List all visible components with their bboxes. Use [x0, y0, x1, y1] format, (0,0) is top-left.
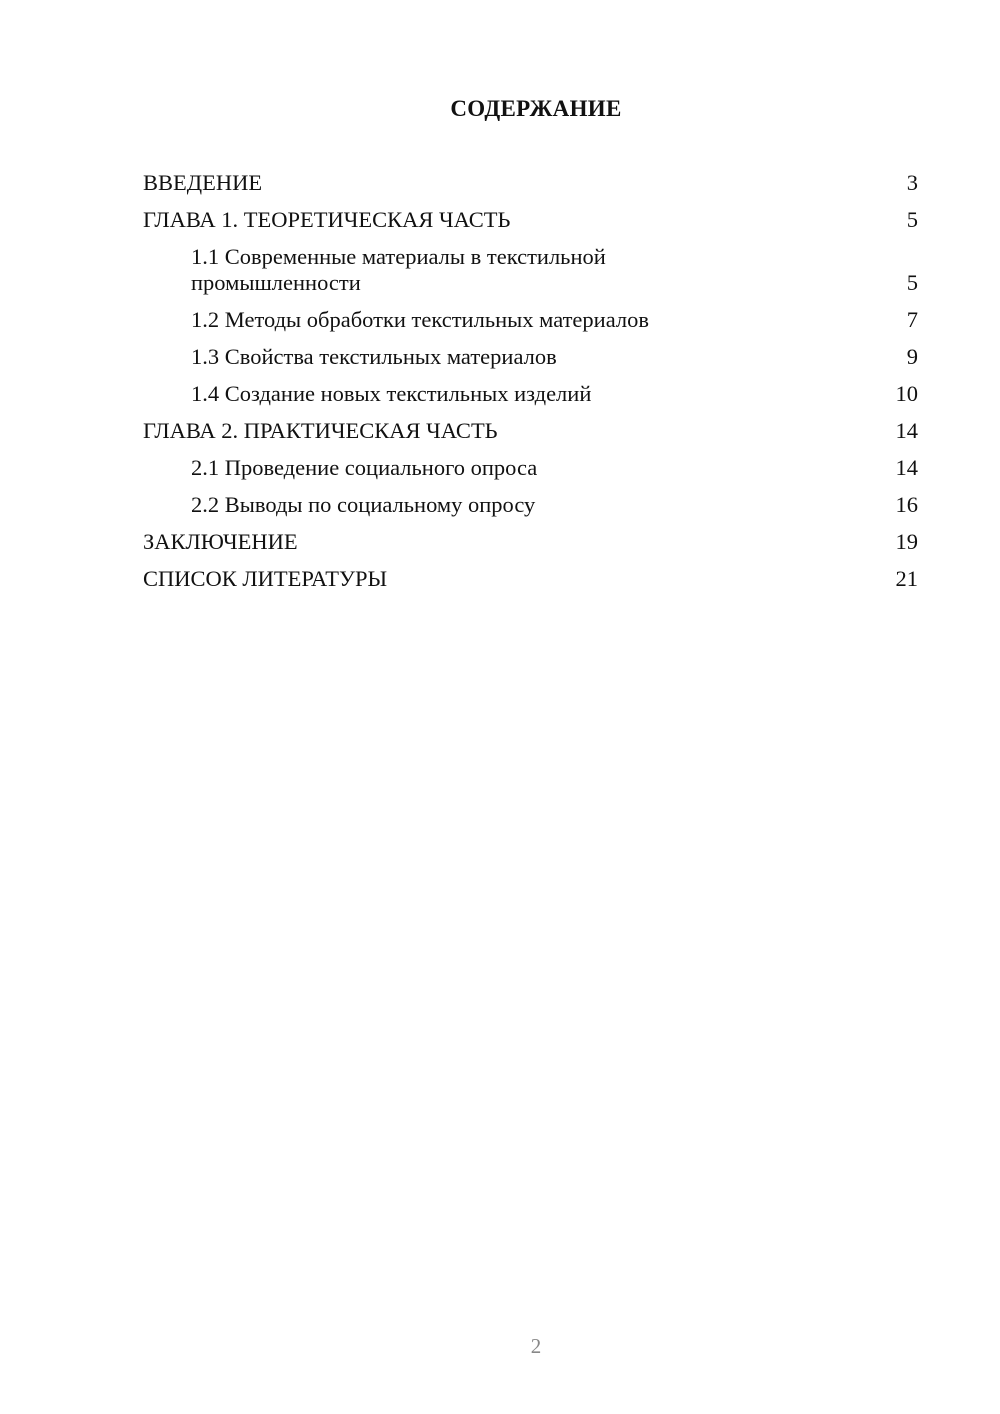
toc-entry-page: 10 [895, 381, 918, 406]
toc-entry-text: 1.2 Методы обработки текстильных материалов [191, 307, 649, 332]
toc-entry-page: 16 [895, 492, 918, 517]
toc-entry-text: СПИСОК ЛИТЕРАТУРЫ [143, 566, 388, 591]
toc-entry-text: ГЛАВА 2. ПРАКТИЧЕСКАЯ ЧАСТЬ [143, 418, 498, 443]
toc-entry-page: 3 [906, 170, 918, 195]
toc-entry-page: 5 [906, 207, 918, 232]
toc-entry-text: 2.1 Проведение социального опроса [191, 455, 538, 480]
toc-entry-page: 14 [895, 455, 918, 480]
toc-entry-text: ГЛАВА 1. ТЕОРЕТИЧЕСКАЯ ЧАСТЬ [143, 207, 511, 232]
toc-entry-conclusion [143, 529, 918, 555]
toc-entry-page: 19 [895, 529, 918, 554]
toc-title: СОДЕРЖАНИЕ [450, 96, 622, 121]
toc-entry-page: 5 [906, 270, 918, 295]
toc-entry-page: 7 [906, 307, 918, 332]
toc-entry-text: ЗАКЛЮЧЕНИЕ [143, 529, 298, 554]
toc-entry-chapter-2 [143, 418, 918, 444]
toc-entry-text: 1.1 Современные материалы в текстильной промышленности [191, 244, 606, 295]
toc-entry-introduction [143, 170, 918, 196]
toc-entry-section-1-3 [143, 344, 918, 370]
toc-entry-page: 9 [906, 344, 918, 369]
toc-entry-section-1-1 [143, 244, 918, 296]
toc-entry-text: 1.3 Свойства текстильных материалов [191, 344, 557, 369]
toc-entry-section-1-2 [143, 307, 918, 333]
toc-entry-page: 21 [895, 566, 918, 591]
toc-entry-section-2-2 [143, 492, 918, 518]
toc-entry-text: 1.4 Создание новых текстильных изделий [191, 381, 592, 406]
toc-entry-text: ВВЕДЕНИЕ [143, 170, 263, 195]
toc-entry-text: 2.2 Выводы по социальному опросу [191, 492, 536, 517]
toc-entry-chapter-1 [143, 207, 918, 233]
toc-entry-section-1-4 [143, 381, 918, 407]
toc-entry-section-2-1 [143, 455, 918, 481]
page-number: 2 [530, 1334, 542, 1358]
table-of-contents [143, 170, 918, 603]
toc-entry-bibliography [143, 566, 918, 592]
toc-entry-page: 14 [895, 418, 918, 443]
